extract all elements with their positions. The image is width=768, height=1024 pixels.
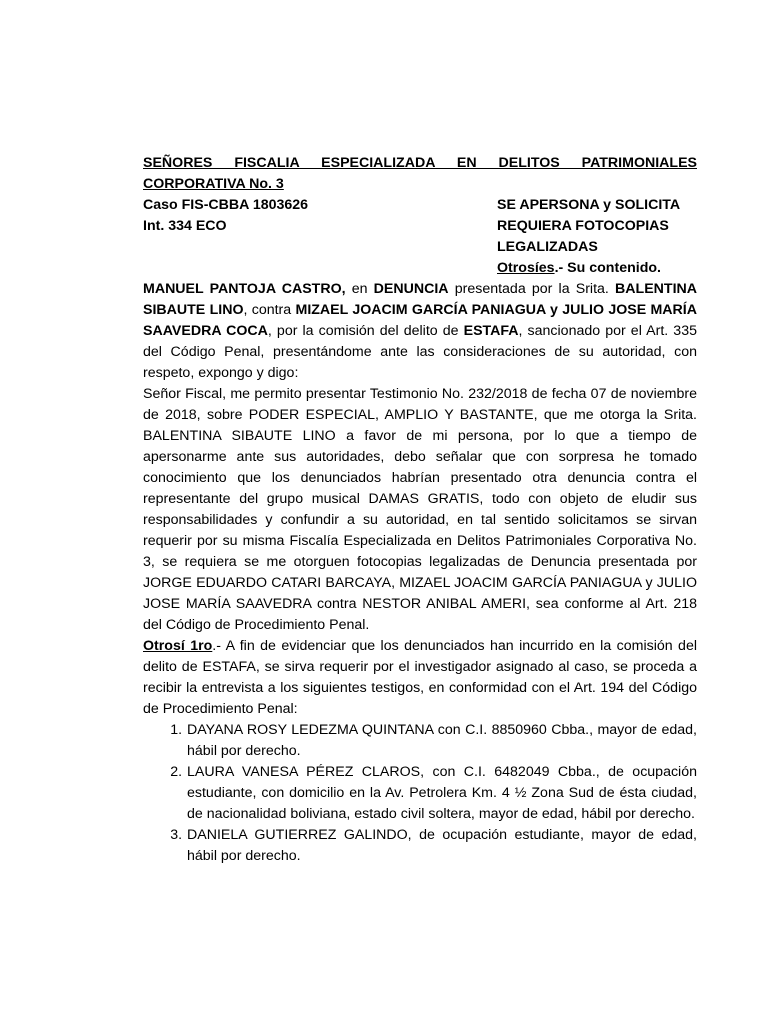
addressee-line-2: CORPORATIVA No. 3	[143, 176, 284, 192]
otrosies-line	[497, 258, 697, 279]
list-item: 2. LAURA VANESA PÉREZ CLAROS, con C.I. 6482049 Cbba., de ocupación estudiante, con domicilio en la Av. Petrolera Km. 4 ½ Zona Sud de ésta ciudad, de nacionalidad boliviana, estado civil soltera, mayor de edad, hábil por derecho.	[186, 762, 697, 825]
complainant-name: MANUEL PANTOJA CASTRO,	[143, 281, 346, 297]
intro-text-3: , contra	[243, 302, 296, 318]
intro-text-4: , por la comisión del delito de	[267, 323, 464, 339]
case-info	[143, 195, 483, 279]
intro-paragraph	[143, 279, 697, 384]
subject-block	[497, 195, 697, 279]
case-number: Caso FIS-CBBA 1803626	[143, 197, 309, 213]
internal-number: Int. 334 ECO	[143, 218, 227, 234]
represented-name: BALENTINA SIBAUTE LINO	[143, 281, 697, 318]
addressee-line-1: SEÑORES FISCALIA ESPECIALIZADA EN DELITOS PATRIMONIALES	[143, 155, 697, 171]
intro-text-2: presentada por la Srita.	[448, 281, 616, 297]
document-page	[143, 153, 697, 867]
denuncia-word: DENUNCIA	[373, 281, 449, 297]
list-item: 3. DANIELA GUTIERREZ GALINDO, de ocupación estudiante, mayor de edad, hábil por derecho.	[186, 825, 697, 867]
crime-name: ESTAFA	[463, 323, 519, 339]
list-item: 1. DAYANA ROSY LEDEZMA QUINTANA con C.I. 8850960 Cbba., mayor de edad, hábil por derecho.	[186, 720, 697, 762]
otrosies-rest: .- Su contenido.	[554, 260, 661, 276]
intro-text-5: , sancionado por el Art. 335 del Código Penal, presentándome ante las consideraciones de su autoridad, con respeto, expongo y digo:	[143, 323, 697, 381]
main-paragraph: Señor Fiscal, me permito presentar Testimonio No. 232/2018 de fecha 07 de noviembre de 2018, sobre PODER ESPECIAL, AMPLIO Y BASTANTE, que me otorga la Srita. BALENTINA SIBAUTE LINO a favor de mi persona, por lo que a tiempo de apersonarme ante sus autoridades, debo señalar que con sorpresa he tomado conocimiento que los denunciados habrían presentado otra denuncia contra el representante del grupo musical DAMAS GRATIS, todo con objeto de eludir sus responsabilidades y confundir a su autoridad, en tal sentido solicitamos se sirvan requerir por su misma Fiscalía Especializada en Delitos Patrimoniales Corporativa No. 3, se requiera se me otorguen fotocopias legalizadas de Denuncia presentada por JORGE EDUARDO CATARI BARCAYA, MIZAEL JOACIM GARCÍA PANIAGUA y JULIO JOSE MARÍA SAAVEDRA contra NESTOR ANIBAL AMERI, sea conforme al Art. 218 del Código de Procedimiento Penal.	[143, 386, 697, 633]
otrosi-1-text: .- A fin de evidenciar que los denunciados han incurrido en la comisión del delito de ESTAFA, se sirva requerir por el investigador asignado al caso, se proceda a recibir la entrevista a los siguientes testigos, en conformidad con el Art. 194 del Código de Procedimiento Penal:	[143, 638, 697, 717]
intro-text-1: en	[345, 281, 374, 297]
accused-names: MIZAEL JOACIM GARCÍA PANIAGUA y JULIO JOSE MARÍA SAAVEDRA COCA	[143, 302, 697, 339]
subject-line-2: REQUIERA FOTOCOPIAS	[497, 218, 669, 234]
witness-list	[143, 720, 697, 867]
case-header	[143, 195, 697, 279]
otrosies-label: Otrosíes	[497, 260, 555, 276]
otrosi-1-label: Otrosí 1ro	[143, 638, 213, 654]
addressee-block	[143, 153, 697, 195]
subject-line-3: LEGALIZADAS	[497, 239, 598, 255]
subject-line-1: SE APERSONA y SOLICITA	[497, 197, 681, 213]
otrosi-1-paragraph	[143, 636, 697, 720]
